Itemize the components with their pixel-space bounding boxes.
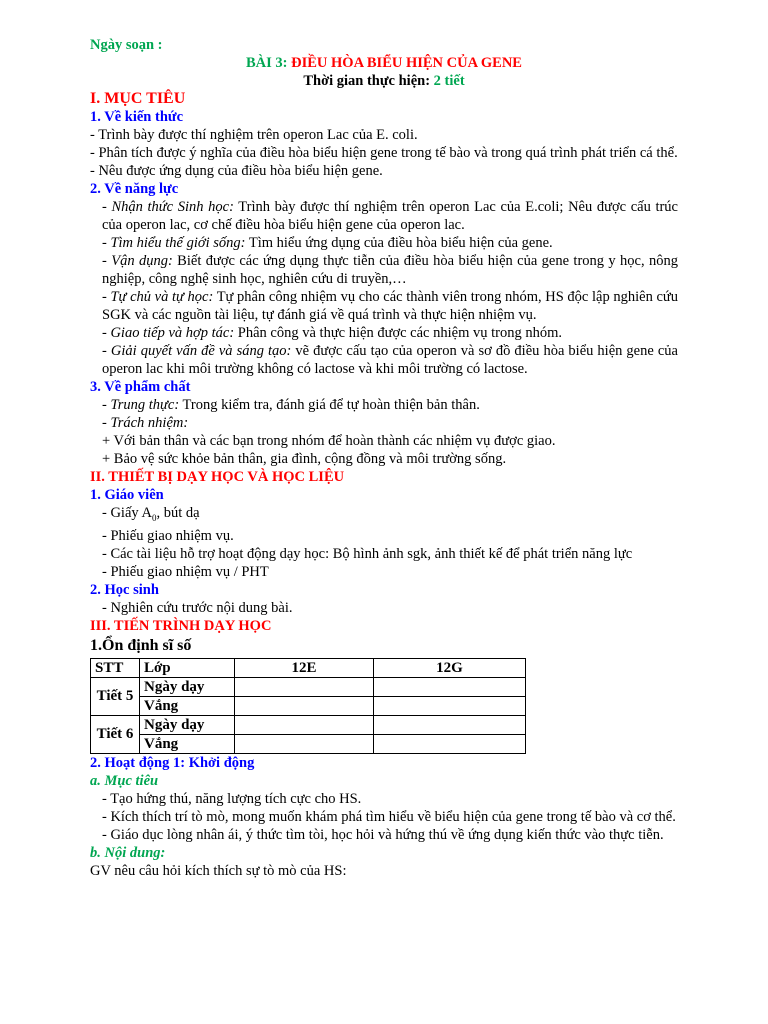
competency-label: - Vận dụng:	[102, 253, 173, 269]
table-cell-empty[interactable]	[235, 696, 374, 715]
table-header-12g: 12G	[374, 658, 526, 677]
competency-item	[90, 252, 678, 288]
table-cell-empty[interactable]	[235, 677, 374, 696]
competency-text: Tự phân công nhiệm vụ cho các thành viên trong nhóm, HS độc lập nghiên cứu SGK và các nguồn tài liệu, tự đánh giá về quá trình và thực hiện nhiệm vụ.	[102, 289, 679, 323]
competency-item	[90, 234, 678, 252]
ngay-soan-label: Ngày soạn :	[90, 37, 163, 53]
competency-label: - Tìm hiểu thế giới sống:	[102, 235, 246, 251]
objective-heading: a. Mục tiêu	[90, 772, 159, 789]
content-text: GV nêu câu hỏi kích thích sự tò mò của HS:	[90, 862, 347, 879]
table-cell-tiet5: Tiết 5	[91, 677, 140, 715]
teacher-item: - Các tài liệu hỗ trợ hoạt động dạy học: Bộ hình ảnh sgk, ảnh thiết kế để phát triển năng lực	[102, 545, 633, 562]
competency-label: - Giao tiếp và hợp tác:	[102, 325, 235, 341]
table-row	[91, 715, 526, 734]
table-cell-empty[interactable]	[374, 677, 526, 696]
objective-line: - Tạo hứng thú, năng lượng tích cực cho HS.	[102, 790, 362, 807]
section-1-heading: I. MỤC TIÊU	[90, 90, 186, 107]
competency-text: Tìm hiểu ứng dụng của điều hòa biểu hiện của gene.	[245, 235, 553, 251]
quality-text: Trong kiểm tra, đánh giá để tự hoàn thiện bản thân.	[179, 397, 480, 413]
content-heading: b. Nội dung:	[90, 844, 166, 861]
objective-line: - Kích thích trí tò mò, mong muốn khám phá tìm hiểu về biểu hiện của gene trong tế bào và cơ thể.	[102, 808, 676, 825]
section-2-heading: II. THIẾT BỊ DẠY HỌC VÀ HỌC LIỆU	[90, 469, 345, 485]
competency-item	[90, 324, 678, 342]
table-cell-ngay-day: Ngày dạy	[140, 677, 235, 696]
table-row	[91, 658, 526, 677]
teacher-heading: 1. Giáo viên	[90, 487, 164, 503]
competency-label: - Giải quyết vấn đề và sáng tạo:	[102, 343, 292, 359]
competency-item	[90, 288, 678, 324]
paper-text-post: , bút dạ	[156, 505, 200, 521]
lesson-time	[90, 72, 678, 90]
lesson-time-label: Thời gian thực hiện:	[303, 73, 434, 89]
competency-label: - Nhận thức Sinh học:	[102, 199, 234, 215]
section-3-heading: III. TIẾN TRÌNH DẠY HỌC	[90, 617, 272, 634]
knowledge-heading: 1. Về kiến thức	[90, 109, 184, 125]
table-cell-empty[interactable]	[374, 715, 526, 734]
competency-label: - Tự chủ và tự học:	[102, 289, 214, 305]
table-header-lop: Lớp	[140, 658, 235, 677]
objective-line: - Giáo dục lòng nhân ái, ý thức tìm tòi, học hỏi và hứng thú về ứng dụng kiến thức vào thực tiễn.	[102, 826, 664, 843]
quality-item	[90, 396, 678, 414]
student-item: - Nghiên cứu trước nội dung bài.	[102, 599, 293, 616]
table-cell-vang: Vắng	[140, 734, 235, 753]
quality-plus-line: + Bảo vệ sức khỏe bản thân, gia đình, cộng đồng và môi trường sống.	[102, 451, 507, 467]
knowledge-line: - Trình bày được thí nghiệm trên operon Lac của E. coli.	[90, 127, 418, 143]
quality-heading: 3. Về phẩm chất	[90, 379, 191, 395]
teacher-item: - Phiếu giao nhiệm vụ / PHT	[102, 563, 269, 580]
knowledge-line: - Phân tích được ý nghĩa của điều hòa biểu hiện gene trong tế bào và trong quá trình phát triển cá thể.	[90, 145, 678, 161]
paper-subscript: 0	[151, 512, 157, 523]
table-row	[91, 734, 526, 753]
competency-text: Biết được các ứng dụng thực tiễn của điều hòa biểu hiện của gene trong y học, nông nghiệp, công nghệ sinh học, nghiên cứu di truyền,…	[102, 253, 678, 287]
paper-text: - Giấy A	[102, 505, 152, 521]
lesson-title-prefix: BÀI 3:	[246, 55, 292, 71]
table-header-12e: 12E	[235, 658, 374, 677]
lesson-time-value: 2 tiết	[433, 73, 465, 89]
teacher-item	[90, 504, 678, 527]
teacher-item: - Phiếu giao nhiệm vụ.	[102, 527, 234, 544]
activity-1-heading: 2. Hoạt động 1: Khởi động	[90, 754, 255, 771]
table-row	[91, 677, 526, 696]
competency-text: Trình bày được thí nghiệm trên operon Lac của E.coli; Nêu được cấu trúc của operon lac, cơ chế điều hòa biểu hiện gene của operon lac.	[102, 199, 678, 233]
table-header-stt: STT	[91, 658, 140, 677]
quality-label-responsibility: - Trách nhiệm:	[102, 415, 189, 431]
competency-text: vẽ được cấu tạo của operon và sơ đồ điều hòa biểu hiện gene của operon lac khi môi trường không có lactose và khi môi trường có lactose.	[102, 343, 678, 377]
table-cell-empty[interactable]	[235, 715, 374, 734]
table-row	[91, 696, 526, 715]
competency-text: Phân công và thực hiện được các nhiệm vụ trong nhóm.	[234, 325, 562, 341]
lesson-title	[90, 54, 678, 72]
table-cell-empty[interactable]	[235, 734, 374, 753]
table-cell-tiet6: Tiết 6	[91, 715, 140, 753]
knowledge-line: - Nêu được ứng dụng của điều hòa biểu hiện gene.	[90, 163, 383, 179]
attendance-heading: 1.Ổn định sĩ số	[90, 636, 192, 654]
table-cell-empty[interactable]	[374, 734, 526, 753]
quality-label: - Trung thực:	[102, 397, 180, 413]
lesson-title-main: ĐIỀU HÒA BIỂU HIỆN CỦA GENE	[291, 55, 522, 71]
competency-heading: 2. Về năng lực	[90, 181, 179, 197]
attendance-table	[90, 658, 526, 754]
lesson-plan-page	[90, 36, 678, 880]
table-cell-empty[interactable]	[374, 696, 526, 715]
student-heading: 2. Học sinh	[90, 581, 159, 598]
competency-item	[90, 342, 678, 378]
table-cell-ngay-day: Ngày dạy	[140, 715, 235, 734]
competency-item	[90, 198, 678, 234]
table-cell-vang: Vắng	[140, 696, 235, 715]
quality-plus-line: + Với bản thân và các bạn trong nhóm để hoàn thành các nhiệm vụ được giao.	[102, 433, 556, 449]
